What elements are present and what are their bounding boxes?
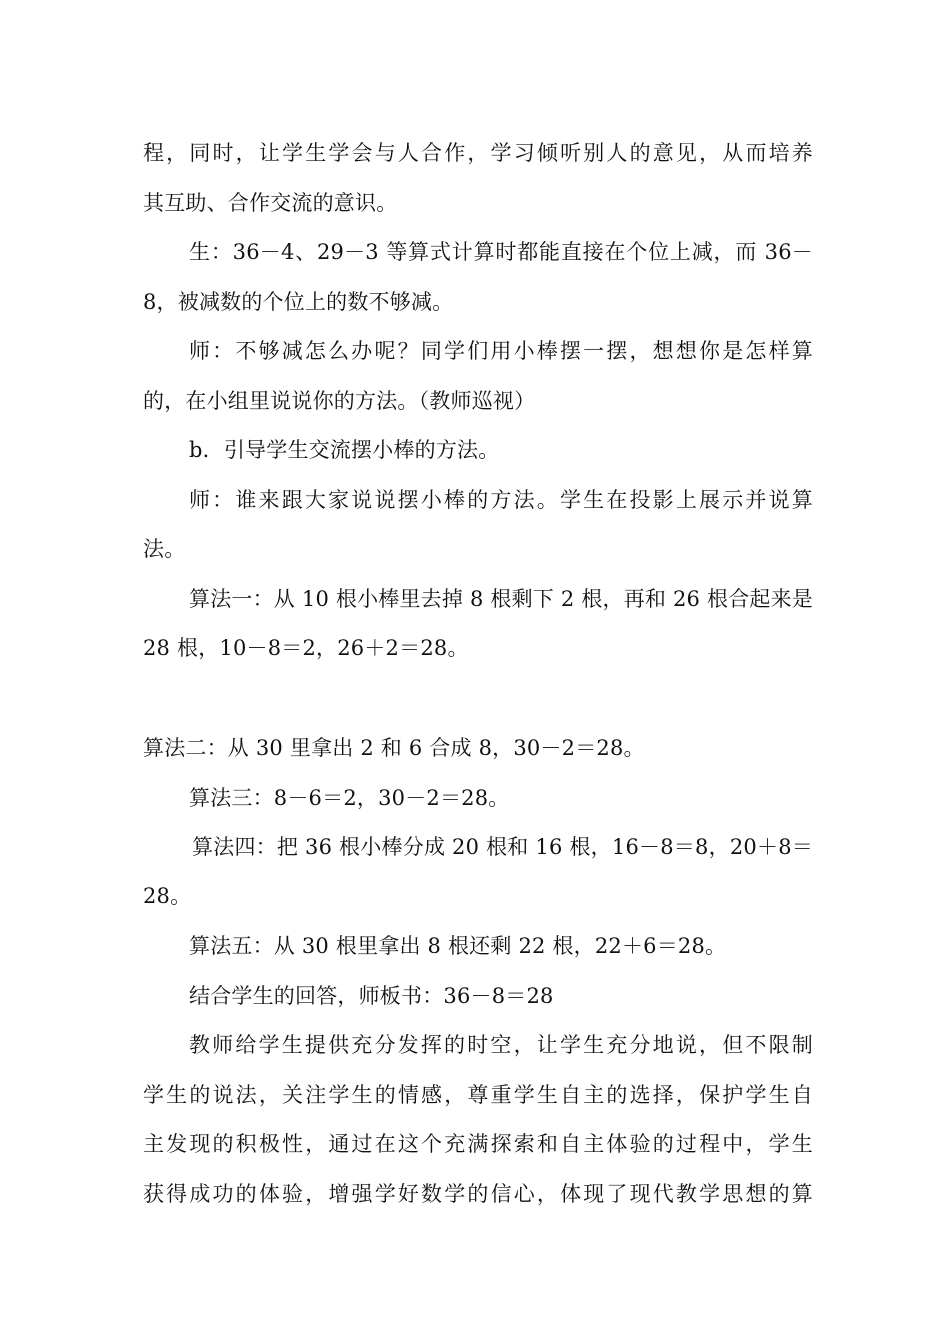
text-line-3: 生：36－4、29－3 等算式计算时都能直接在个位上减，而 36－ [189, 240, 813, 264]
text-line-18: 教师给学生提供充分发挥的时空，让学生充分地说，但不限制 [189, 1033, 813, 1057]
text-line-19: 学生的说法，关注学生的情感，尊重学生自主的选择，保护学生自 [143, 1083, 813, 1107]
text-line-20: 主发现的积极性，通过在这个充满探索和自主体验的过程中，学生 [143, 1132, 813, 1156]
text-line-21: 获得成功的体验，增强学好数学的信心，体现了现代教学思想的算 [143, 1182, 813, 1206]
text-line-14: 算法四：把 36 根小棒分成 20 根和 16 根，16－8＝8，20＋8＝ [192, 835, 813, 859]
text-line-13: 算法三：8－6＝2，30－2＝28。 [189, 786, 510, 810]
text-line-12: 算法二：从 30 里拿出 2 和 6 合成 8，30－2＝28。 [143, 736, 645, 760]
text-line-11: 28 根，10－8＝2，26＋2＝28。 [143, 636, 469, 660]
text-line-17: 结合学生的回答，师板书：36－8＝28 [189, 984, 554, 1008]
text-line-6: 的，在小组里说说你的方法。（教师巡视） [143, 389, 536, 413]
text-line-16: 算法五：从 30 根里拿出 8 根还剩 22 根，22＋6＝28。 [189, 934, 727, 958]
text-line-4: 8，被减数的个位上的数不够减。 [143, 290, 454, 314]
text-line-1: 程，同时，让学生学会与人合作，学习倾听别人的意见，从而培养 [143, 141, 813, 165]
text-line-15: 28。 [143, 884, 192, 908]
text-line-9: 法。 [143, 537, 186, 561]
text-line-7: b．引导学生交流摆小棒的方法。 [189, 438, 500, 462]
text-line-2: 其互助、合作交流的意识。 [143, 191, 398, 215]
text-line-8: 师：谁来跟大家说说摆小棒的方法。学生在投影上展示并说算 [189, 488, 813, 512]
text-line-5: 师：不够减怎么办呢？同学们用小棒摆一摆，想想你是怎样算 [189, 339, 813, 363]
text-line-10: 算法一：从 10 根小棒里去掉 8 根剩下 2 根，再和 26 根合起来是 [189, 587, 813, 611]
